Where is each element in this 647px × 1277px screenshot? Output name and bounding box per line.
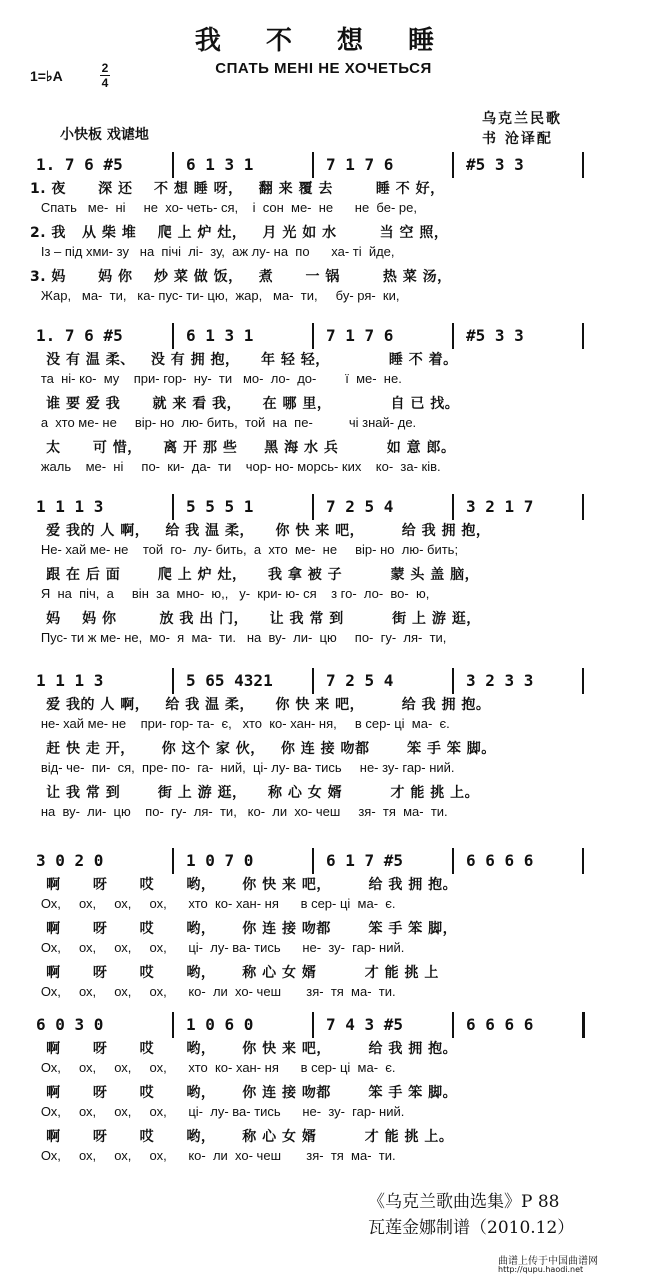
source-citation: 《乌克兰歌曲选集》P 88 (368, 1192, 560, 1212)
lyric-line-chinese: 让 我 常 到 街 上 游 逛， 称 心 女 婿 才 能 挑 上。 (30, 785, 480, 801)
measure: 7 4 3 #5 (326, 1015, 404, 1034)
lyric-line-chinese: 啊 呀 哎 哟， 你 连 接 吻都 笨 手 笨 脚， (30, 921, 458, 937)
notes-row (30, 1012, 590, 1038)
lyric-line-ukrainian: Спать ме- ні не хо- четь- ся, і сон ме- не не бе- ре, (30, 200, 417, 215)
site-url: http://qupu.haodi.net (498, 1265, 584, 1274)
lyric-line-chinese: 啊 呀 哎 哟， 称 心 女 婿 才 能 挑 上 (30, 965, 439, 981)
lyric-line-chinese: 谁 要 爱 我 就 来 看 我， 在 哪 里， 自 已 找。 (30, 396, 460, 412)
measure: 6 0 3 0 (36, 1015, 104, 1034)
time-top: 2 (101, 61, 109, 75)
lyric-line-chinese: 没 有 温 柔、 没 有 拥 抱， 年 轻 轻， 睡 不 着。 (30, 352, 458, 368)
bar-line (312, 848, 314, 874)
lyric-line-chinese: 啊 呀 哎 哟， 你 快 来 吧， 给 我 拥 抱。 (30, 877, 458, 893)
bar-line (312, 323, 314, 349)
bar-line (172, 668, 174, 694)
measure: 1 1 1 3 (36, 671, 104, 690)
origin-credit: 乌克兰民歌 (482, 111, 562, 127)
lyric-line-ukrainian: Ох, ох, ох, ох, хто ко- хан- ня в сер- ці ма- є. (30, 1060, 396, 1075)
lyric-line-ukrainian: на ву- ли- цю по- гу- ля- ти, ко- ли хо- чеш зя- тя ма- ти. (30, 804, 448, 819)
song-title: 我 不 想 睡 (194, 26, 453, 56)
bar-line (452, 323, 454, 349)
bar-line (312, 668, 314, 694)
lyric-line-ukrainian: а хто ме- не вір- но лю- бить, той на пе- чі знай- де. (30, 415, 417, 430)
maker-credit: 瓦莲金娜制谱（2010.12） (368, 1218, 575, 1238)
lyric-line-ukrainian: Жар, ма- ти, ка- пус- ти- цю, жар, ма- ти, бу- ря- ки, (30, 288, 400, 303)
notes-row (30, 152, 590, 178)
measure: 1 0 6 0 (186, 1015, 254, 1034)
lyric-line-chinese: 3. 妈 妈 你 炒 菜 做 饭， 煮 一 锅 热 菜 汤， (30, 269, 452, 285)
site-caption: 曲谱上传于中国曲谱网 (498, 1256, 598, 1267)
bar-line (582, 494, 584, 520)
lyric-line-ukrainian: Із – під хми- зу на пічі лі- зу, аж лу- на по ха- ті йде, (30, 244, 395, 259)
bar-line (452, 848, 454, 874)
measure: #5 3 3 (466, 155, 524, 174)
lyric-line-chinese: 妈 妈 你 放 我 出 门， 让 我 常 到 街 上 游 逛， (30, 611, 481, 627)
bar-line (312, 1012, 314, 1038)
lyric-line-ukrainian: Ох, ох, ох, ох, хто ко- хан- ня в сер- ці ма- є. (30, 896, 396, 911)
measure: 7 2 5 4 (326, 497, 394, 516)
lyric-line-ukrainian: Ох, ох, ох, ох, ці- лу- ва- тись не- зу- гар- ний. (30, 1104, 405, 1119)
arranger-credit: 书 沧译配 (482, 131, 553, 147)
measure: 6 6 6 6 (466, 1015, 534, 1034)
notes-row (30, 848, 590, 874)
tempo-marking: 小快板 戏谑地 (60, 127, 149, 143)
measure: 1 0 7 0 (186, 851, 254, 870)
time-bottom: 4 (101, 76, 109, 90)
bar-line (312, 152, 314, 178)
measure: 3 2 1 7 (466, 497, 534, 516)
measure: 7 1 7 6 (326, 155, 394, 174)
measure: 5 65 4321 (186, 671, 273, 690)
measure: 7 2 5 4 (326, 671, 394, 690)
lyric-line-ukrainian: не- хай ме- не при- гор- та- є, хто ко- хан- ня, в сер- ці ма- є. (30, 716, 450, 731)
lyric-line-chinese: 2. 我 从 柴 堆 爬 上 炉 灶， 月 光 如 水 当 空 照， (30, 225, 449, 241)
lyric-line-ukrainian: та ні- ко- му при- гор- ну- ти мо- ло- до- ї ме- не. (30, 371, 402, 386)
bar-line (172, 152, 174, 178)
lyric-line-chinese: 赶 快 走 开， 你 这个 家 伙， 你 连 接 吻都 笨 手 笨 脚。 (30, 741, 496, 757)
lyric-line-ukrainian: Ох, ох, ох, ох, ко- ли хо- чеш зя- тя ма- ти. (30, 984, 396, 999)
measure: 5 5 5 1 (186, 497, 254, 516)
lyric-line-ukrainian: Ох, ох, ох, ох, ко- ли хо- чеш зя- тя ма- ти. (30, 1148, 396, 1163)
measure: 3 0 2 0 (36, 851, 104, 870)
key-signature: 1=♭A (30, 68, 63, 84)
bar-line (172, 1012, 174, 1038)
bar-line (452, 494, 454, 520)
lyric-line-chinese: 爱 我的 人 啊， 给 我 温 柔， 你 快 来 吧， 给 我 拥 抱。 (30, 697, 491, 713)
bar-line (582, 668, 584, 694)
notes-row (30, 494, 590, 520)
final-bar-line (582, 1012, 585, 1038)
lyric-line-ukrainian: жаль ме- ні по- ки- да- ти чор- но- морсь- ких ко- за- ків. (30, 459, 441, 474)
bar-line (582, 848, 584, 874)
measure: 1. 7 6 #5 (36, 155, 123, 174)
measure: 1. 7 6 #5 (36, 326, 123, 345)
measure: #5 3 3 (466, 326, 524, 345)
lyric-line-chinese: 啊 呀 哎 哟， 称 心 女 婿 才 能 挑 上。 (30, 1129, 454, 1145)
lyric-line-chinese: 爱 我的 人 啊， 给 我 温 柔， 你 快 来 吧， 给 我 拥 抱， (30, 523, 491, 539)
lyric-line-ukrainian: Пус- ти ж ме- не, мо- я ма- ти. на ву- ли- цю по- гу- ля- ти, (30, 630, 447, 645)
notes-row (30, 323, 590, 349)
lyric-line-ukrainian: від- че- пи- ся, пре- по- га- ний, ці- лу- ва- тись не- зу- гар- ний. (30, 760, 455, 775)
measure: 7 1 7 6 (326, 326, 394, 345)
lyric-line-chinese: 跟 在 后 面 爬 上 炉 灶， 我 拿 被 子 蒙 头 盖 脑， (30, 567, 480, 583)
bar-line (452, 152, 454, 178)
bar-line (172, 494, 174, 520)
song-subtitle: СПАТЬ МЕНІ НЕ ХОЧЕТЬСЯ (215, 60, 432, 77)
measure: 3 2 3 3 (466, 671, 534, 690)
notes-row (30, 668, 590, 694)
measure: 6 1 3 1 (186, 155, 254, 174)
lyric-line-ukrainian: Я на піч, а він за мно- ю,, у- кри- ю- ся з го- ло- во- ю, (30, 586, 430, 601)
measure: 6 1 7 #5 (326, 851, 404, 870)
bar-line (172, 848, 174, 874)
bar-line (172, 323, 174, 349)
time-signature (100, 62, 110, 89)
lyric-line-ukrainian: Ох, ох, ох, ох, ці- лу- ва- тись не- зу- гар- ний. (30, 940, 405, 955)
bar-line (312, 494, 314, 520)
bar-line (452, 668, 454, 694)
bar-line (582, 152, 584, 178)
measure: 6 1 3 1 (186, 326, 254, 345)
bar-line (582, 323, 584, 349)
measure: 1 1 1 3 (36, 497, 104, 516)
lyric-line-chinese: 1. 夜 深 还 不 想 睡 呀， 翻 来 覆 去 睡 不 好， (30, 181, 445, 197)
measure: 6 6 6 6 (466, 851, 534, 870)
lyric-line-chinese: 啊 呀 哎 哟， 你 连 接 吻都 笨 手 笨 脚。 (30, 1085, 458, 1101)
lyric-line-chinese: 太 可 惜， 离 开 那 些 黑 海 水 兵 如 意 郎。 (30, 440, 456, 456)
lyric-line-ukrainian: Не- хай ме- не той го- лу- бить, а хто ме- не вір- но лю- бить; (30, 542, 459, 557)
bar-line (452, 1012, 454, 1038)
lyric-line-chinese: 啊 呀 哎 哟， 你 快 来 吧， 给 我 拥 抱。 (30, 1041, 458, 1057)
